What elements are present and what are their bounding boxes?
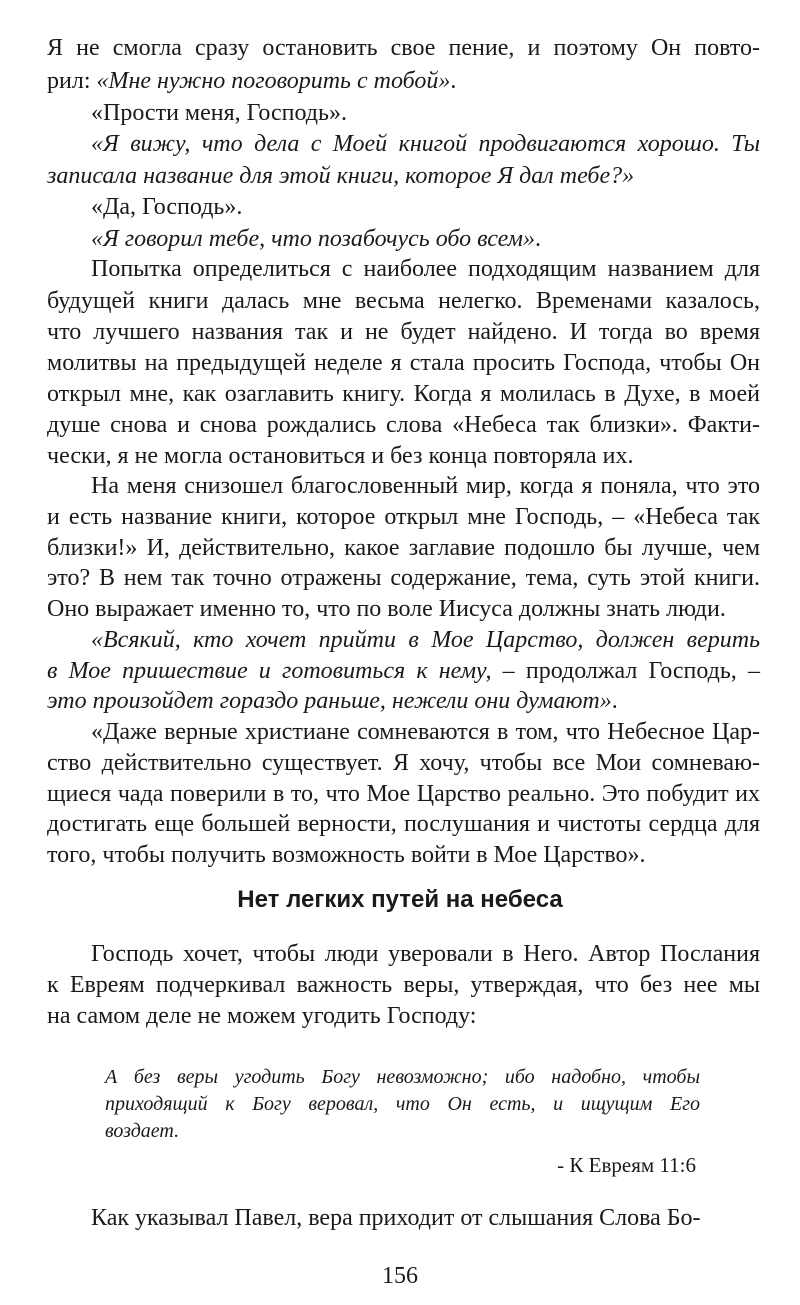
text-line [47,533,760,563]
text-run: «Всякий, кто хочет прийти в Мое Царство, должен верить [91,627,760,653]
text-run: «Я вижу, что дела с Моей книгой продвигаются хорошо. Ты [91,131,760,157]
text-line [47,809,760,839]
quote-line: приходящий к Богу веровал, что Он есть, и ищущим Его [105,1093,700,1115]
text-run: «Даже верные христиане сомневаются в том, что Небесное Цар- [91,719,760,745]
text-line [47,840,760,870]
text-run: «Я говорил тебе, что позабочусь обо всем» [91,226,535,252]
text-run: близки!» И, действительно, какое заглавие подошло бы лучше, чем [47,535,760,561]
text-run: На меня снизошел благословенный мир, когда я поняла, что это [91,473,760,499]
text-line [91,939,760,969]
text-run: записала название для этой книги, которое Я дал тебе?» [47,163,635,189]
text-run: ство действительно существует. Я хочу, чтобы все Мои сомневаю- [47,750,760,776]
quote-line: А без веры угодить Богу невозможно; ибо надобно, чтобы [105,1066,700,1088]
text-line [91,717,760,747]
page-number: 156 [382,1263,418,1289]
section-heading: Нет легких путей на небеса [237,886,563,913]
text-line [47,317,760,347]
text-run: того, чтобы получить возможность войти в Мое Царство». [47,842,646,868]
text-run: – продолжал Господь, – [491,658,760,684]
text-run: . [611,688,618,714]
text-line [47,379,760,409]
text-line [47,686,760,716]
text-run: и есть название книги, которое открыл мне Господь, – «Небеса так [47,504,760,530]
text-line [47,161,760,191]
text-line [47,779,760,809]
text-run: Господь хочет, чтобы люди уверовали в Него. Автор Послания [91,941,760,967]
text-line [47,1001,760,1031]
quote-reference: - К Евреям 11:6 [557,1153,696,1177]
text-line [91,471,760,501]
text-run: Оно выражает именно то, что по воле Иисуса должны знать люди. [47,596,726,622]
text-run: на самом деле не можем угодить Господу: [47,1003,477,1029]
text-line [47,441,760,471]
text-run: рил: [47,68,97,94]
text-run: достигать еще большей верности, послушания и чистоты сердца для [47,811,760,837]
text-line [91,625,760,655]
text-run: . [534,226,541,252]
text-line [47,66,760,96]
text-line [91,224,760,254]
text-line [91,192,760,222]
text-run: к Евреям подчеркивал важность веры, утверждая, что без нее мы [47,972,760,998]
text-run: открыл мне, как озаглавить книгу. Когда я молилась в Духе, в моей [47,381,760,407]
text-line [47,563,760,593]
text-line [47,656,760,686]
text-run: Как указывал Павел, вера приходит от слышания Слова Бо- [91,1205,701,1231]
text-line [91,254,760,284]
text-run: это произойдет гораздо раньше, нежели они думают» [47,688,612,714]
text-run: «Прости меня, Господь». [91,100,347,126]
text-run: в Мое пришествие и готовиться к нему, [47,658,492,684]
text-line [47,348,760,378]
text-line [91,98,760,128]
text-line [47,594,760,624]
text-line [47,502,760,532]
text-run: Я не смогла сразу остановить свое пение, и поэтому Он повто- [47,35,760,61]
text-run: «Да, Господь». [91,194,243,220]
text-run: душе снова и снова рождались слова «Небеса так близки». Факти- [47,412,760,438]
text-run: щиеся чада поверили в то, что Мое Царство реально. Это побудит их [47,781,760,807]
text-run: Попытка определиться с наиболее подходящим названием для [91,256,760,282]
text-run: это? В нем так точно отражены содержание, тема, суть этой книги. [47,565,760,591]
text-line [47,970,760,1000]
text-line [47,286,760,316]
text-run: что лучшего названия так и не будет найдено. И тогда во время [47,319,760,345]
text-line [91,129,760,159]
text-line [47,748,760,778]
quote-line: воздает. [105,1120,180,1142]
text-line [47,410,760,440]
text-run: чески, я не могла остановиться и без конца повторяла их. [47,443,634,469]
text-run: молитвы на предыдущей неделе я стала просить Господа, чтобы Он [47,350,760,376]
text-line [47,33,760,63]
text-run: «Мне нужно поговорить с тобой» [96,68,451,94]
text-run: будущей книги далась мне весьма нелегко. Временами казалось, [47,288,760,314]
text-run: . [450,68,457,94]
text-line [91,1203,760,1233]
